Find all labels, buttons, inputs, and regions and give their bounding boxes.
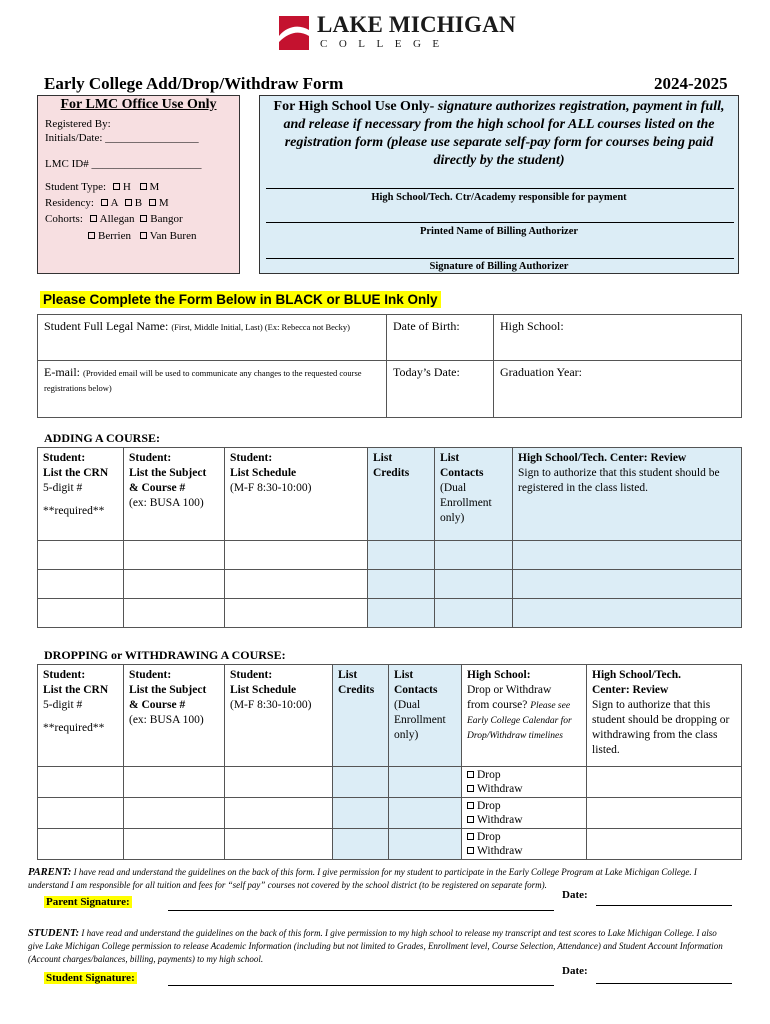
residency-b-checkbox[interactable]: [125, 199, 132, 206]
hs-office-heading: [268, 98, 730, 170]
student-statement-text: I have read and understand the guidelines on the back of this form. I give permission to my high school to release my transcript and test scores to Lake Michigan College. I also give Lake Michigan College permission to release Academic Information (including but not limited to Grades, Enrollment level, Course Selection, Attendance) and Student Account Information (Account charges/balances, billing, payments) to my high school.: [28, 928, 723, 964]
billing-name-line[interactable]: [266, 222, 734, 223]
college-logo-mark: [279, 16, 309, 50]
parent-statement: [28, 866, 733, 892]
drop-schedule-cell[interactable]: [225, 767, 333, 798]
adding-row: [38, 541, 742, 570]
drop-credits-cell[interactable]: [333, 798, 389, 829]
adding-credits-header: [368, 448, 435, 541]
residency-m-checkbox[interactable]: [149, 199, 156, 206]
drop-credits-cell[interactable]: [333, 767, 389, 798]
adding-credits-cell[interactable]: [368, 570, 435, 599]
drop-option-label: Drop: [477, 831, 501, 843]
student-info-table: [37, 314, 742, 418]
adding-subject-cell[interactable]: [124, 599, 225, 628]
graduation-year-label: Graduation Year:: [500, 365, 582, 379]
adding-crn-h1: Student:: [43, 452, 86, 464]
adding-schedule-cell[interactable]: [225, 570, 368, 599]
adding-review-header: [513, 448, 742, 541]
dropping-course-table: [37, 664, 742, 860]
high-school-label: High School:: [500, 319, 564, 333]
adding-review-h1: High School/Tech. Center: Review: [518, 452, 687, 464]
drop-row: [38, 798, 742, 829]
student-signature-line[interactable]: [168, 985, 554, 986]
student-date-line[interactable]: [596, 983, 732, 984]
billing-signature-line[interactable]: [266, 258, 734, 259]
drop-checkbox[interactable]: [467, 833, 474, 840]
drop-schedule-example: (M-F 8:30-10:00): [230, 699, 312, 711]
adding-schedule-header: [225, 448, 368, 541]
drop-choice-cell: [462, 767, 587, 798]
drop-subject-example: (ex: BUSA 100): [129, 714, 204, 726]
dropping-section-title: DROPPING or WITHDRAWING A COURSE:: [44, 648, 286, 662]
withdraw-checkbox[interactable]: [467, 816, 474, 823]
student-type-h-label: H: [122, 181, 131, 193]
withdraw-checkbox[interactable]: [467, 785, 474, 792]
hs-payment-label: High School/Tech. Ctr/Academy responsible for payment: [371, 192, 627, 203]
form-title: Early College Add/Drop/Withdraw Form: [44, 74, 344, 93]
drop-schedule-header: [225, 665, 333, 767]
dob-field[interactable]: [387, 315, 494, 361]
adding-crn-cell[interactable]: [38, 541, 124, 570]
adding-course-table: [37, 447, 742, 628]
adding-credits-h2: Credits: [373, 467, 410, 479]
parent-signature-label: Parent Signature:: [46, 896, 130, 908]
drop-contacts-cell[interactable]: [389, 767, 462, 798]
email-label: E-mail:: [44, 365, 80, 379]
drop-checkbox[interactable]: [467, 802, 474, 809]
drop-hs-note: Please see Early College Calendar for Drop/Withdraw timelines: [467, 701, 572, 741]
adding-review-cell[interactable]: [513, 541, 742, 570]
drop-credits-cell[interactable]: [333, 829, 389, 860]
registered-by-field[interactable]: Registered By:: [45, 118, 111, 130]
adding-crn-header: [38, 448, 124, 541]
lmc-office-box: [37, 95, 240, 274]
adding-credits-cell[interactable]: [368, 541, 435, 570]
residency-a-checkbox[interactable]: [101, 199, 108, 206]
drop-contacts-header: [389, 665, 462, 767]
adding-crn-cell[interactable]: [38, 570, 124, 599]
today-date-field[interactable]: [387, 361, 494, 418]
adding-contacts-cell[interactable]: [435, 599, 513, 628]
adding-row: [38, 599, 742, 628]
adding-contacts-h5: only): [440, 512, 465, 524]
adding-schedule-h2: List Schedule: [230, 467, 297, 479]
student-signature-label: Student Signature:: [46, 972, 135, 984]
residency-b-label: B: [134, 197, 143, 209]
cohorts-label: Cohorts:: [45, 213, 83, 225]
drop-review-h2: Center: Review: [592, 684, 669, 696]
drop-review-header: [587, 665, 742, 767]
adding-contacts-cell[interactable]: [435, 570, 513, 599]
parent-statement-label: PARENT:: [28, 867, 72, 878]
residency-label: Residency:: [45, 197, 94, 209]
residency-row: [45, 196, 169, 210]
student-type-m-label: M: [149, 181, 160, 193]
hs-heading-italic: signature authorizes registration, payment in full, and release if necessary from the high school for ALL courses listed on the registration form (please use separate self-pay form for courses being paid directly by the student): [283, 99, 725, 168]
adding-credits-h1: List: [373, 452, 393, 464]
drop-row: [38, 829, 742, 860]
adding-subject-h2: List the Subject: [129, 467, 207, 479]
drop-option-label: Drop: [477, 769, 501, 781]
drop-subject-h3: & Course #: [129, 699, 186, 711]
graduation-year-field[interactable]: [494, 361, 742, 418]
adding-review-cell[interactable]: [513, 570, 742, 599]
drop-subject-h2: List the Subject: [129, 684, 207, 696]
drop-contacts-h2: Contacts: [394, 684, 438, 696]
withdraw-option-label: Withdraw: [477, 783, 523, 795]
drop-credits-h1: List: [338, 669, 358, 681]
adding-crn-required: **required**: [43, 505, 105, 517]
drop-subject-cell[interactable]: [124, 829, 225, 860]
drop-choice-cell: [462, 829, 587, 860]
adding-credits-cell[interactable]: [368, 599, 435, 628]
cohort-allegan-label: Allegan: [99, 213, 135, 225]
legal-name-hint: (First, Middle Initial, Last) (Ex: Rebecca not Becky): [171, 322, 350, 332]
drop-contacts-cell[interactable]: [389, 829, 462, 860]
drop-option-label: Drop: [477, 800, 501, 812]
drop-subject-cell[interactable]: [124, 767, 225, 798]
adding-crn-h2: List the CRN: [43, 467, 109, 479]
drop-schedule-h1: Student:: [230, 669, 273, 681]
cohort-van-buren-checkbox[interactable]: [140, 232, 147, 239]
drop-review-cell[interactable]: [587, 767, 742, 798]
billing-signature-label: Signature of Billing Authorizer: [429, 261, 569, 272]
ink-instruction: Please Complete the Form Below in BLACK or BLUE Ink Only: [40, 291, 441, 308]
drop-contacts-h1: List: [394, 669, 414, 681]
drop-schedule-cell[interactable]: [225, 798, 333, 829]
adding-subject-h3: & Course #: [129, 482, 186, 494]
drop-review-cell[interactable]: [587, 798, 742, 829]
hs-heading-bold: For High School Use Only-: [273, 99, 435, 114]
dob-label: Date of Birth:: [393, 319, 460, 333]
withdraw-option-label: Withdraw: [477, 814, 523, 826]
drop-crn-header: [38, 665, 124, 767]
drop-subject-h1: Student:: [129, 669, 172, 681]
adding-schedule-h1: Student:: [230, 452, 273, 464]
parent-statement-text: I have read and understand the guidelines on the back of this form. I give permission for my student to participate in the Early College Program at Lake Michigan College. I understand I am responsible for all tuition and fees for “self pay” courses not covered by the school district (to be registered on separate form).: [28, 867, 697, 890]
drop-credits-h2: Credits: [338, 684, 375, 696]
drop-review-h1: High School/Tech.: [592, 669, 682, 681]
parent-date-line[interactable]: [596, 905, 732, 906]
email-hint: (Provided email will be used to communicate any changes to the requested course registrations below): [44, 368, 362, 393]
form-year: 2024-2025: [654, 74, 728, 93]
adding-crn-h3: 5-digit #: [43, 482, 83, 494]
drop-subject-header: [124, 665, 225, 767]
drop-crn-cell[interactable]: [38, 798, 124, 829]
student-type-label: Student Type:: [45, 181, 107, 193]
high-school-field[interactable]: [494, 315, 742, 361]
adding-subject-cell[interactable]: [124, 570, 225, 599]
drop-hs-h3: from course?: [467, 699, 528, 711]
drop-contacts-h3: (Dual: [394, 699, 421, 711]
adding-row: [38, 570, 742, 599]
residency-a-label: A: [110, 197, 118, 209]
logo-wordmark: LAKE MICHIGAN: [317, 12, 516, 37]
cohort-bangor-label: Bangor: [150, 213, 183, 225]
adding-schedule-example: (M-F 8:30-10:00): [230, 482, 312, 494]
adding-contacts-h1: List: [440, 452, 460, 464]
lmc-office-heading: For LMC Office Use Only: [60, 97, 217, 112]
drop-credits-header: [333, 665, 389, 767]
student-statement-label: STUDENT:: [28, 928, 80, 939]
student-type-m-checkbox[interactable]: [140, 183, 147, 190]
drop-crn-h1: Student:: [43, 669, 86, 681]
email-field[interactable]: [38, 361, 387, 418]
hs-payment-line[interactable]: [266, 188, 734, 189]
lmc-id-field[interactable]: LMC ID# ____________________: [45, 158, 202, 170]
student-statement: [28, 927, 733, 966]
drop-review-text: Sign to authorize that this student should be dropping or withdrawing from the class listed.: [592, 699, 730, 756]
parent-signature-line[interactable]: [168, 910, 554, 911]
adding-contacts-cell[interactable]: [435, 541, 513, 570]
drop-choice-cell: [462, 798, 587, 829]
cohort-bangor-checkbox[interactable]: [140, 215, 147, 222]
drop-review-cell[interactable]: [587, 829, 742, 860]
withdraw-checkbox[interactable]: [467, 847, 474, 854]
adding-schedule-cell[interactable]: [225, 599, 368, 628]
student-type-h-checkbox[interactable]: [113, 183, 120, 190]
withdraw-option-label: Withdraw: [477, 845, 523, 857]
drop-schedule-cell[interactable]: [225, 829, 333, 860]
adding-contacts-h4: Enrollment: [440, 497, 492, 509]
cohort-allegan-checkbox[interactable]: [90, 215, 97, 222]
adding-contacts-header: [435, 448, 513, 541]
drop-crn-h3: 5-digit #: [43, 699, 83, 711]
adding-subject-h1: Student:: [129, 452, 172, 464]
hs-office-box: [259, 95, 739, 274]
residency-m-label: M: [158, 197, 169, 209]
student-date-label: Date:: [562, 965, 588, 977]
adding-review-text: Sign to authorize that this student should be registered in the class listed.: [518, 467, 720, 494]
drop-contacts-h4: Enrollment: [394, 714, 446, 726]
adding-review-cell[interactable]: [513, 599, 742, 628]
drop-checkbox[interactable]: [467, 771, 474, 778]
drop-contacts-h5: only): [394, 729, 419, 741]
adding-subject-cell[interactable]: [124, 541, 225, 570]
adding-contacts-h3: (Dual: [440, 482, 467, 494]
drop-contacts-cell[interactable]: [389, 798, 462, 829]
drop-crn-required: **required**: [43, 722, 105, 734]
adding-contacts-h2: Contacts: [440, 467, 484, 479]
cohort-berrien-checkbox[interactable]: [88, 232, 95, 239]
drop-hs-h1: High School:: [467, 669, 531, 681]
cohorts-row: [45, 212, 183, 226]
adding-subject-example: (ex: BUSA 100): [129, 497, 204, 509]
student-type-row: [45, 180, 159, 194]
initials-date-field[interactable]: Initials/Date: _________________: [45, 132, 199, 144]
drop-hs-header: [462, 665, 587, 767]
parent-date-label: Date:: [562, 889, 588, 901]
adding-crn-cell[interactable]: [38, 599, 124, 628]
drop-crn-cell[interactable]: [38, 767, 124, 798]
billing-name-label: Printed Name of Billing Authorizer: [419, 226, 579, 237]
drop-row: [38, 767, 742, 798]
drop-crn-cell[interactable]: [38, 829, 124, 860]
drop-subject-cell[interactable]: [124, 798, 225, 829]
cohort-berrien-label: Berrien: [98, 230, 131, 242]
adding-schedule-cell[interactable]: [225, 541, 368, 570]
cohort-van-buren-label: Van Buren: [149, 230, 197, 242]
drop-crn-h2: List the CRN: [43, 684, 109, 696]
adding-section-title: ADDING A COURSE:: [44, 431, 161, 445]
drop-hs-h2: Drop or Withdraw: [467, 684, 552, 696]
legal-name-label: Student Full Legal Name:: [44, 319, 169, 333]
logo-subtitle: COLLEGE: [320, 38, 451, 50]
adding-subject-header: [124, 448, 225, 541]
legal-name-field[interactable]: [38, 315, 387, 361]
drop-schedule-h2: List Schedule: [230, 684, 297, 696]
cohorts-row-2: [88, 229, 196, 243]
today-date-label: Today’s Date:: [393, 365, 460, 379]
